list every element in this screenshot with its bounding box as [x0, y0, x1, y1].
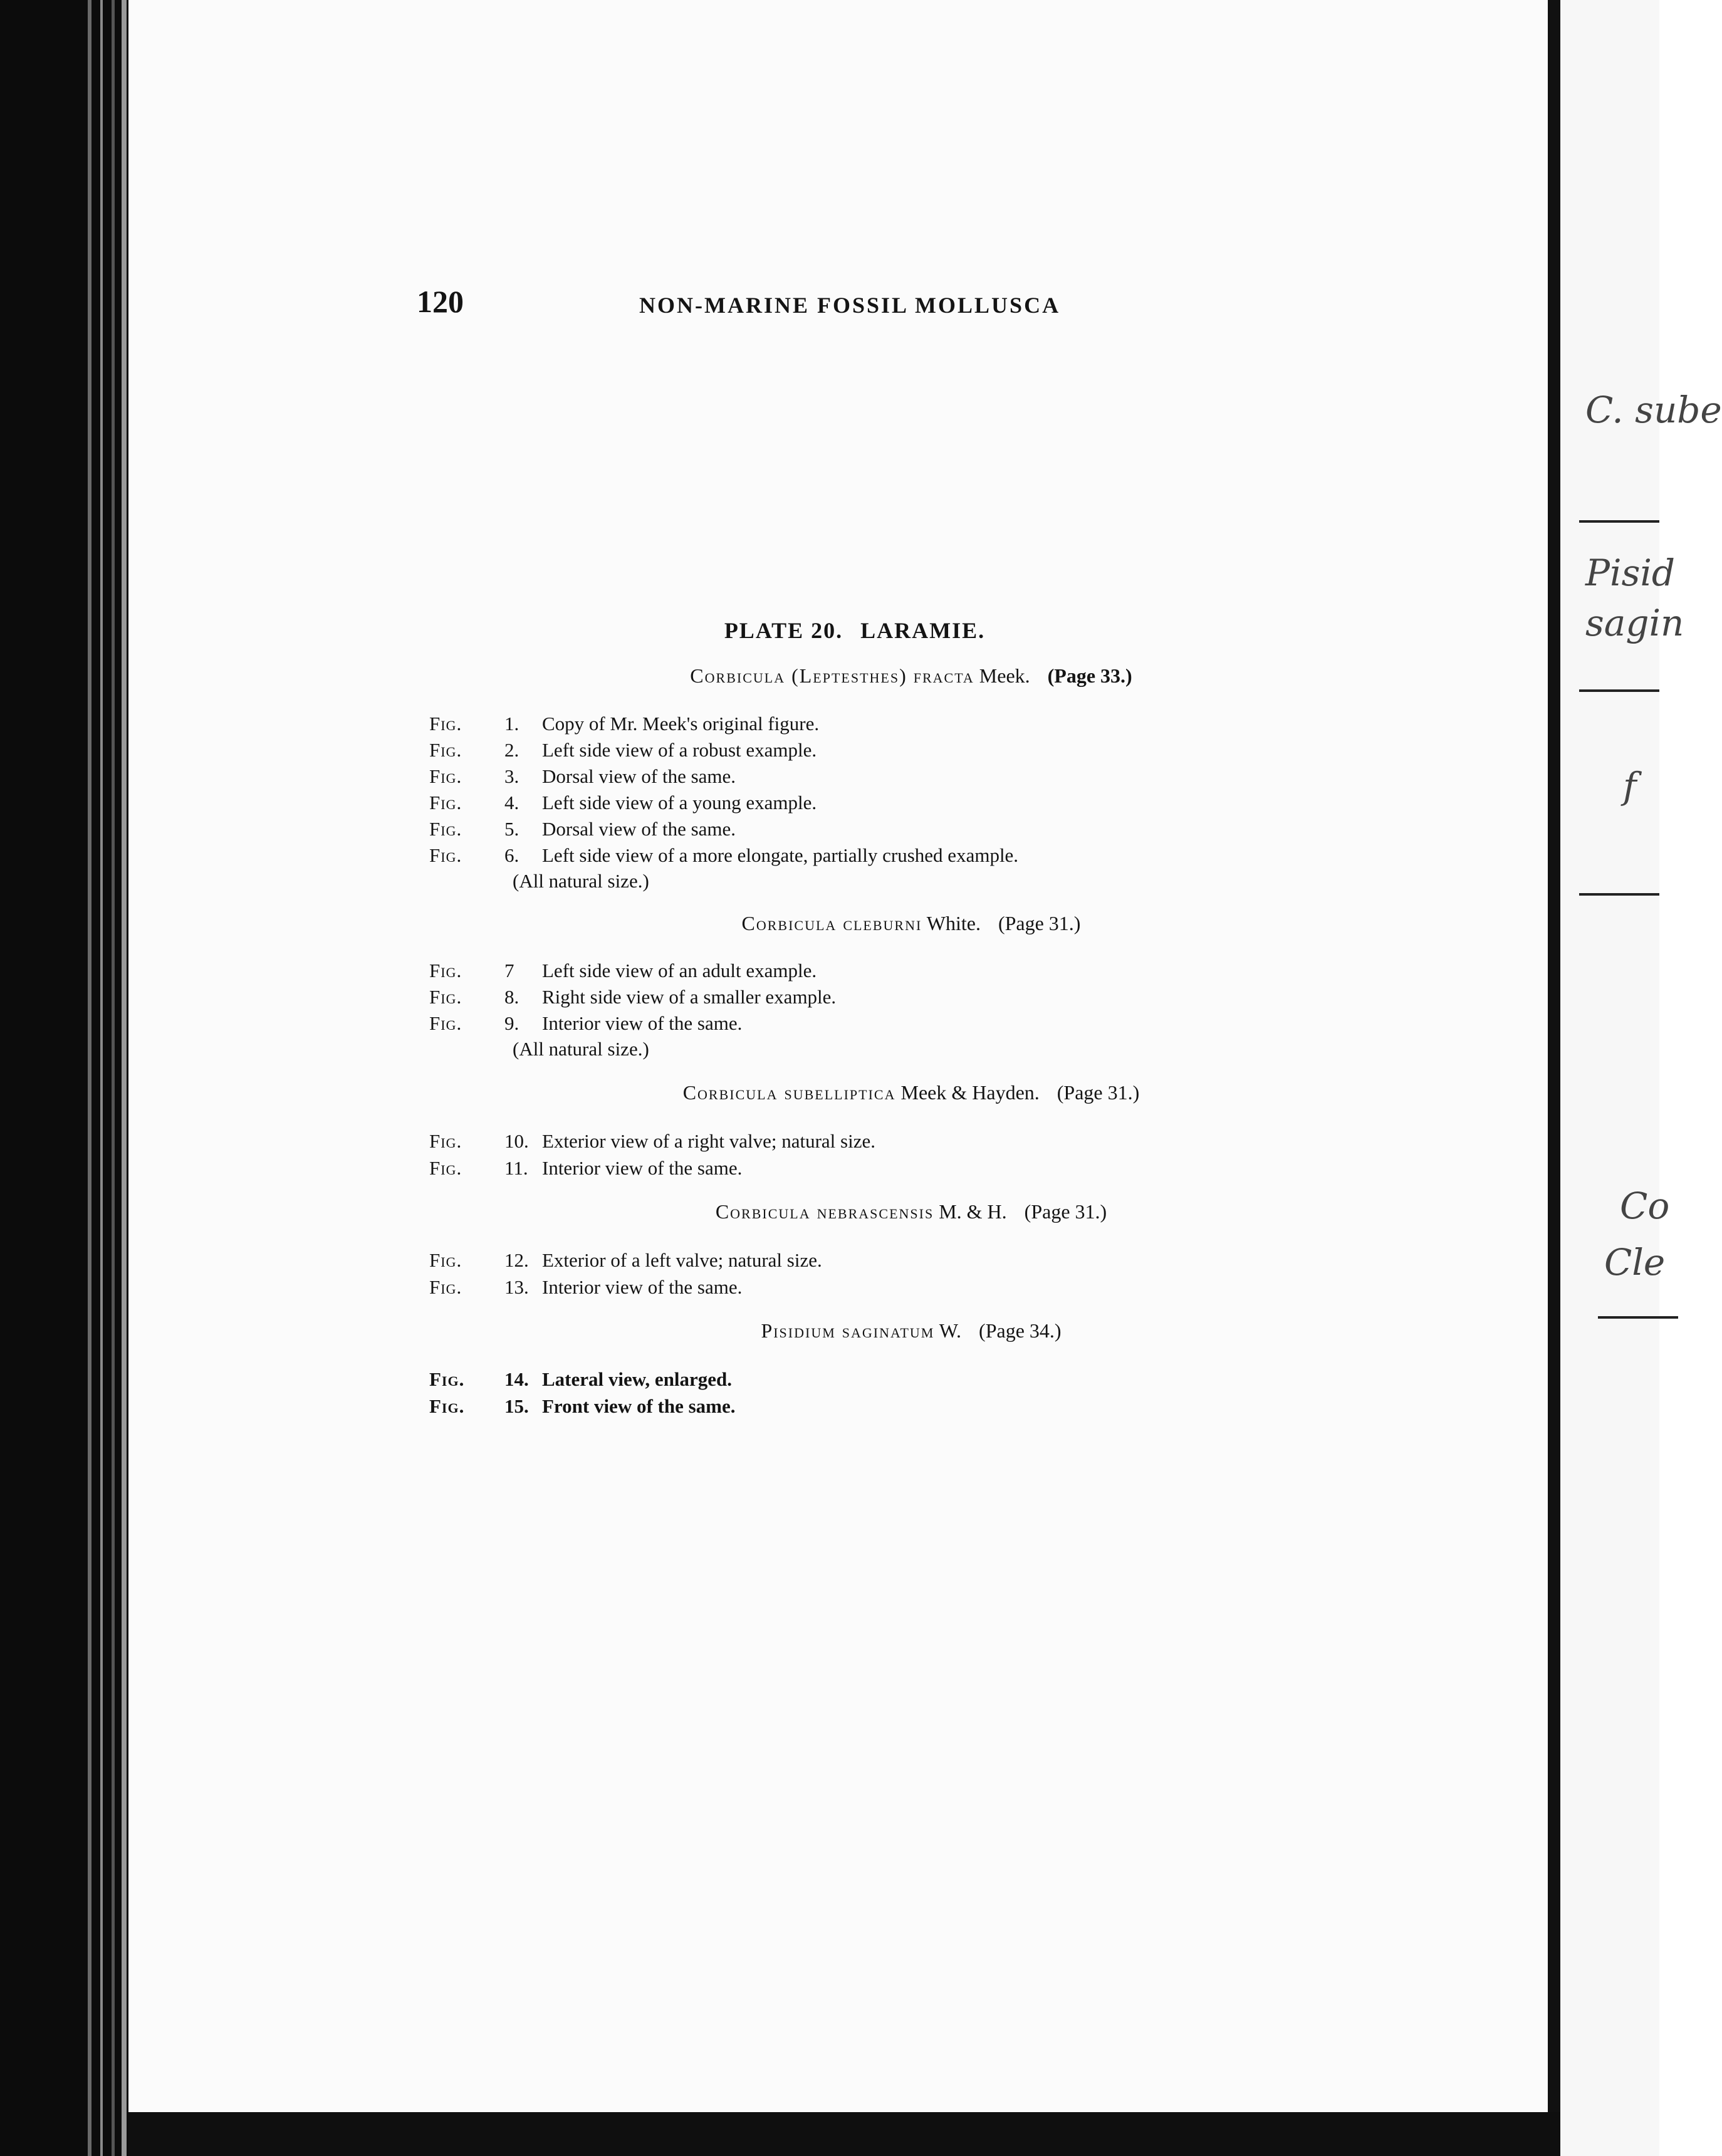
figure-caption: Dorsal view of the same.: [542, 765, 736, 787]
plate-number: PLATE 20.: [724, 618, 843, 643]
figure-entry: [429, 737, 817, 763]
page-reference: (Page 31.): [1057, 1081, 1140, 1104]
figure-label: Fig.: [429, 739, 462, 761]
figure-caption: Copy of Mr. Meek's original figure.: [542, 713, 820, 735]
figure-number: 10.: [504, 1130, 529, 1152]
figure-number: 7: [504, 960, 514, 981]
figure-label: Fig.: [429, 1395, 465, 1417]
figure-label: Fig.: [429, 1249, 462, 1271]
species-name: Pisidium saginatum: [761, 1319, 935, 1342]
figure-caption: Left side view of an adult example.: [542, 960, 817, 981]
running-head: [0, 283, 1659, 327]
figure-label: Fig.: [429, 1012, 462, 1034]
species-name: Corbicula nebrascensis: [715, 1200, 934, 1223]
margin-rule: [1579, 689, 1659, 692]
figure-number: 14.: [504, 1368, 529, 1390]
figure-caption: Exterior view of a right valve; natural size.: [542, 1130, 875, 1152]
species-heading: [0, 1200, 1659, 1223]
figure-caption: Left side view of a young example.: [542, 792, 817, 814]
species-author: White.: [926, 912, 981, 934]
figure-entry: [429, 1247, 822, 1274]
figure-number: 15.: [504, 1395, 529, 1417]
margin-note: sagin: [1585, 602, 1684, 644]
species-name: Corbicula cleburni: [741, 912, 922, 934]
figure-entry: [429, 1393, 736, 1420]
size-note: (All natural size.): [513, 1038, 649, 1060]
margin-note: C. sube: [1585, 389, 1722, 431]
margin-rule: [1598, 1316, 1678, 1319]
figure-number: 6.: [504, 844, 519, 866]
species-heading: [0, 664, 1659, 688]
figure-label: Fig.: [429, 1130, 462, 1152]
figure-entry: [429, 842, 1018, 869]
figure-number: 11.: [504, 1157, 528, 1179]
species-heading: [0, 1081, 1659, 1104]
margin-note: Pisid: [1585, 552, 1676, 594]
page-reference: (Page 34.): [979, 1319, 1062, 1342]
figure-entry: [429, 1274, 742, 1300]
figure-caption: Interior view of the same.: [542, 1012, 743, 1034]
figure-entry: [429, 816, 736, 842]
plate-title: [0, 617, 1659, 644]
figure-label: Fig.: [429, 986, 462, 1008]
figure-entry: [429, 1366, 732, 1393]
margin-note: Cle: [1604, 1241, 1666, 1284]
figure-entry: [429, 790, 817, 816]
figure-caption: Front view of the same.: [542, 1395, 736, 1417]
running-title: NON-MARINE FOSSIL MOLLUSCA: [639, 293, 1061, 318]
figure-label: Fig.: [429, 1368, 465, 1390]
species-author: Meek.: [979, 664, 1030, 687]
figure-number: 8.: [504, 986, 519, 1008]
figure-caption: Dorsal view of the same.: [542, 818, 736, 840]
species-heading: [0, 912, 1659, 935]
figure-label: Fig.: [429, 792, 462, 814]
species-name: Corbicula subelliptica: [682, 1081, 896, 1104]
figure-entry: [429, 711, 819, 737]
page-reference: (Page 33.): [1047, 664, 1132, 687]
figure-number: 2.: [504, 739, 519, 761]
page-reference: (Page 31.): [998, 912, 1081, 934]
species-author: M. & H.: [939, 1200, 1007, 1223]
figure-caption: Interior view of the same.: [542, 1276, 743, 1298]
size-note: (All natural size.): [513, 870, 649, 892]
figure-caption: Lateral view, enlarged.: [542, 1368, 733, 1390]
margin-note: Co: [1620, 1185, 1670, 1227]
figure-label: Fig.: [429, 765, 462, 787]
figure-entry: [429, 1155, 742, 1181]
figure-number: 12.: [504, 1249, 529, 1271]
figure-number: 3.: [504, 765, 519, 787]
figure-caption: Left side view of a more elongate, partially crushed example.: [542, 844, 1019, 866]
plate-formation: LARAMIE.: [860, 618, 986, 643]
figure-number: 5.: [504, 818, 519, 840]
figure-number: 9.: [504, 1012, 519, 1034]
figure-label: Fig.: [429, 960, 462, 981]
figure-entry: [429, 984, 836, 1010]
figure-label: Fig.: [429, 844, 462, 866]
margin-rule: [1579, 520, 1659, 523]
margin-rule: [1579, 893, 1659, 896]
figure-entry: [429, 763, 736, 790]
figure-label: Fig.: [429, 1157, 462, 1179]
figure-caption: Exterior of a left valve; natural size.: [542, 1249, 822, 1271]
margin-note: f: [1623, 765, 1637, 807]
figure-label: Fig.: [429, 818, 462, 840]
species-author: Meek & Hayden.: [900, 1081, 1040, 1104]
species-heading: [0, 1319, 1659, 1342]
figure-entry: [429, 1010, 742, 1037]
page-bottom-edge: [128, 2112, 1563, 2156]
figure-number: 13.: [504, 1276, 529, 1298]
species-author: W.: [939, 1319, 962, 1342]
figure-label: Fig.: [429, 1276, 462, 1298]
figure-caption: Interior view of the same.: [542, 1157, 743, 1179]
figure-number: 4.: [504, 792, 519, 814]
figure-entry: [429, 1128, 875, 1154]
figure-entry: [429, 958, 817, 984]
figure-number: 1.: [504, 713, 519, 735]
species-name: Corbicula (Leptesthes) fracta: [690, 664, 974, 687]
page-reference: (Page 31.): [1024, 1200, 1107, 1223]
figure-caption: Left side view of a robust example.: [542, 739, 817, 761]
page-number: 120: [417, 284, 464, 319]
figure-label: Fig.: [429, 713, 462, 735]
figure-caption: Right side view of a smaller example.: [542, 986, 837, 1008]
